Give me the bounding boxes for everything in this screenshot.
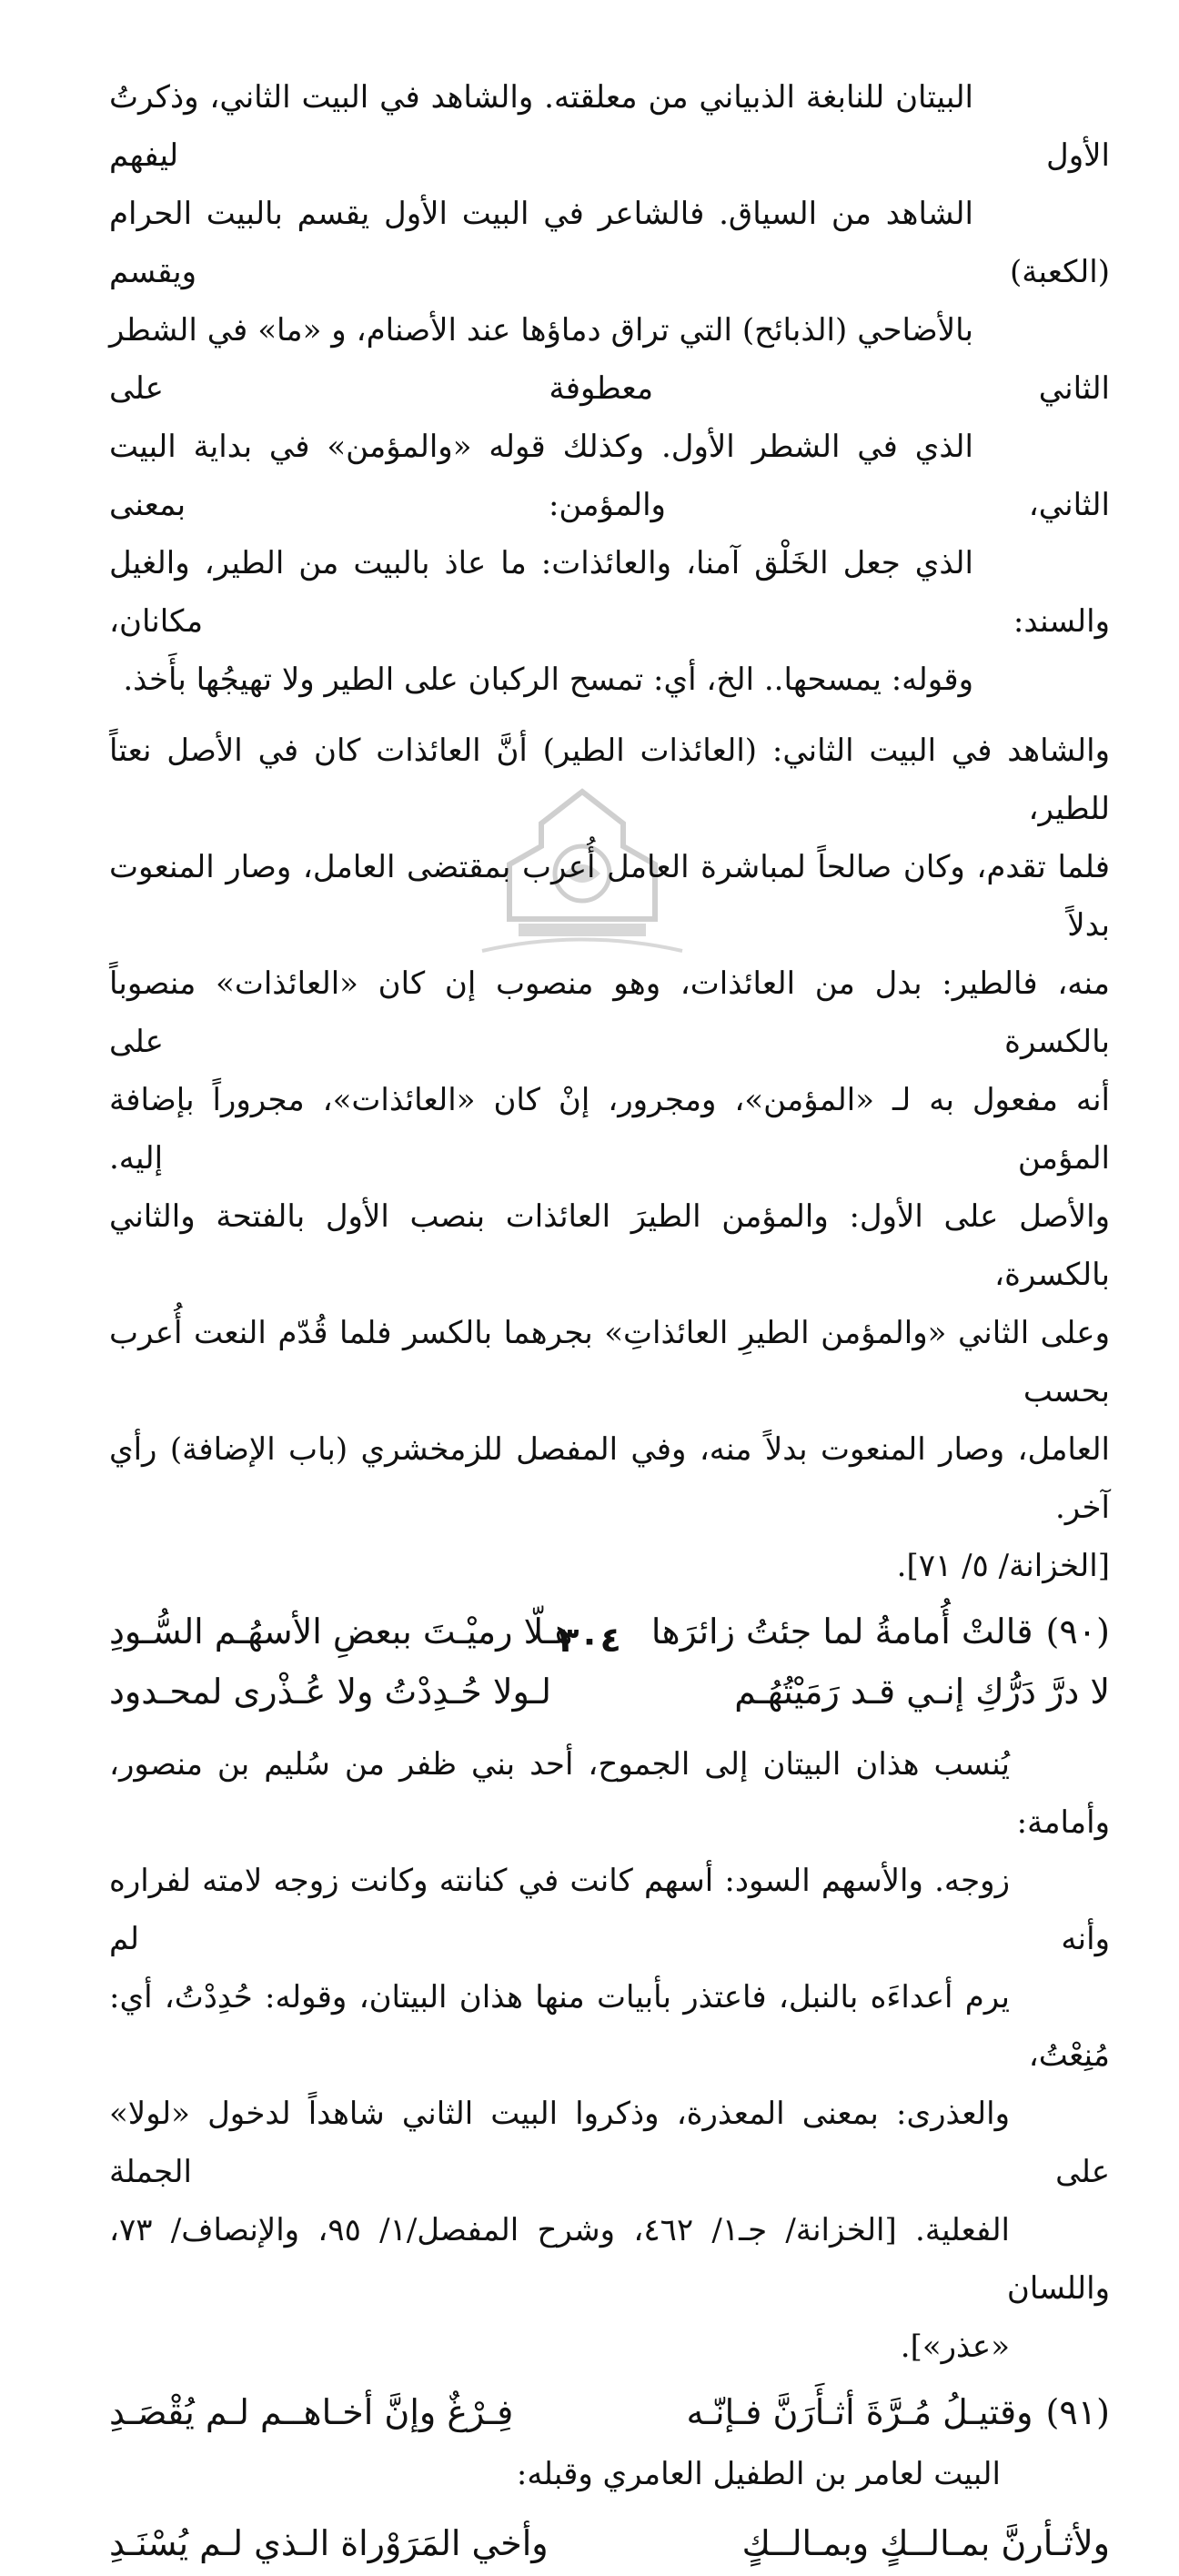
verse-91-line-1 <box>109 2385 1110 2440</box>
verse-hemistich: لـولا حُـدِدْتُ ولا عُـذْرى لمحـدود <box>109 1672 551 1712</box>
text-line: والعذرى: بمعنى المعذرة، وذكروا البيت الثاني شاهداً لدخول «لولا» على الجملة <box>109 2096 1110 2190</box>
verse-hemistich: (٩١)وقتيـلُ مُـرَّةَ أثـأَرَنَّ فـإنّـه <box>686 2392 1110 2432</box>
text-line: البيتان للنابغة الذبياني من معلقته. والشاهد في البيت الثاني، وذكرتُ الأول ليفهم <box>109 79 1110 174</box>
text-line: والأصل على الأول: والمؤمن الطيرَ العائذات بنصب الأول بالفتحة والثاني بالكسرة، <box>109 1198 1110 1293</box>
text-line: والشاهد في البيت الثاني: (العائذات الطير) أنَّ العائذات كان في الأصل نعتاً للطير، <box>109 732 1110 827</box>
page-body <box>109 68 1110 2576</box>
text-line: «عذر»]. <box>900 2329 1010 2365</box>
text-line: وقوله: يمسحها.. الخ، أي: تمسح الركبان على الطير ولا تهيجُها بأَخذ. <box>123 662 973 698</box>
text-line: الشاهد من السياق. فالشاعر في البيت الأول يقسم بالبيت الحرام (الكعبة) ويقسم <box>109 196 1110 290</box>
text-line: يُنسب هذان البيتان إلى الجموح، أحد بني ظفر من سُليم بن منصور، وأمامة: <box>109 1746 1110 1841</box>
text-line: زوجه. والأسهم السود: أسهم كانت في كنانته وكانت زوجه لامته لفراره وأنه لم <box>109 1863 1110 1957</box>
paragraph-commentary-90 <box>109 1735 1110 2376</box>
verse-91-intro: البيت لعامر بن الطفيل العامري وقبله: <box>516 2456 1001 2492</box>
text-line: [الخزانة/ ٥/ ٧١]. <box>896 1548 1110 1584</box>
verse-90-line-2 <box>109 1664 1110 1719</box>
text-line: فلما تقدم، وكان صالحاً لمباشرة العامل أُعرب بمقتضى العامل، وصار المنعوت بدلاً <box>109 849 1110 944</box>
verse-hemistich: هـلّا رميْـتَ ببعضِ الأسهُـم السُّـودِ <box>109 1611 573 1652</box>
verse-hemistich: لا درَّ دَرُّكِ إنـي قـد رَمَيْتُهُـم <box>734 1672 1110 1712</box>
text-line: العامل، وصار المنعوت بدلاً منه، وفي المفصل للزمخشري (باب الإضافة) رأي آخر. <box>109 1431 1110 1526</box>
verse-hemistich: فِـرْغٌ وإنَّ أخـاهــم لـم يُقْصَـدِ <box>109 2392 514 2432</box>
text-line: الذي جعل الخَلْق آمنا، والعائذات: ما عاذ بالبيت من الطير، والغيل والسند: مكانان، <box>109 545 1110 640</box>
verse-hemistich: ولأثـأرنَّ بمـالــكٍ وبمـالــكٍ <box>741 2523 1110 2563</box>
verse-hemistich: وأخي المَرَوْراة الـذي لـم يُسْنَـدِ <box>109 2523 549 2563</box>
verse-hemistich: (٩٠)قالتْ أُمامةُ لما جئتُ زائرَها <box>650 1611 1110 1652</box>
text-line: يرم أعداءَه بالنبل، فاعتذر بأبيات منها هذان البيتان، وقوله: حُدِدْتُ، أي: مُنِعْتُ، <box>109 1979 1110 2074</box>
text-line: بالأضاحي (الذبائح) التي تراق دماؤها عند الأصنام، و «ما» في الشطر الثاني معطوفة على <box>109 312 1110 407</box>
text-line: الذي في الشطر الأول. وكذلك قوله «والمؤمن» في بداية البيت الثاني، والمؤمن: بمعنى <box>109 429 1110 523</box>
verse-91-line-2 <box>109 2516 1110 2571</box>
verse-number: (٩٠) <box>1045 1611 1110 1652</box>
text-line: وعلى الثاني «والمؤمن الطيرِ العائذاتِ» بجرهما بالكسر فلما قُدّم النعت أُعرب بحسب <box>109 1315 1110 1409</box>
text-line: الفعلية. [الخزانة/ جـ١/ ٤٦٢، وشرح المفصل/١/ ٩٥، والإنصاف/ ٧٣، واللسان <box>109 2212 1110 2307</box>
paragraph-commentary-89 <box>109 68 1110 709</box>
paragraph-witness-89 <box>109 722 1110 1595</box>
text-line: منه، فالطير: بدل من العائذات، وهو منصوب إن كان «العائذات» منصوباً بالكسرة على <box>109 965 1110 1060</box>
page-number: ٣٠٤ <box>558 1620 621 1660</box>
verse-number: (٩١) <box>1045 2392 1110 2432</box>
text-line: أنه مفعول به لـ «المؤمن»، ومجرور، إنْ كان «العائذات»، مجروراً بإضافة المؤمن إليه. <box>109 1082 1110 1177</box>
